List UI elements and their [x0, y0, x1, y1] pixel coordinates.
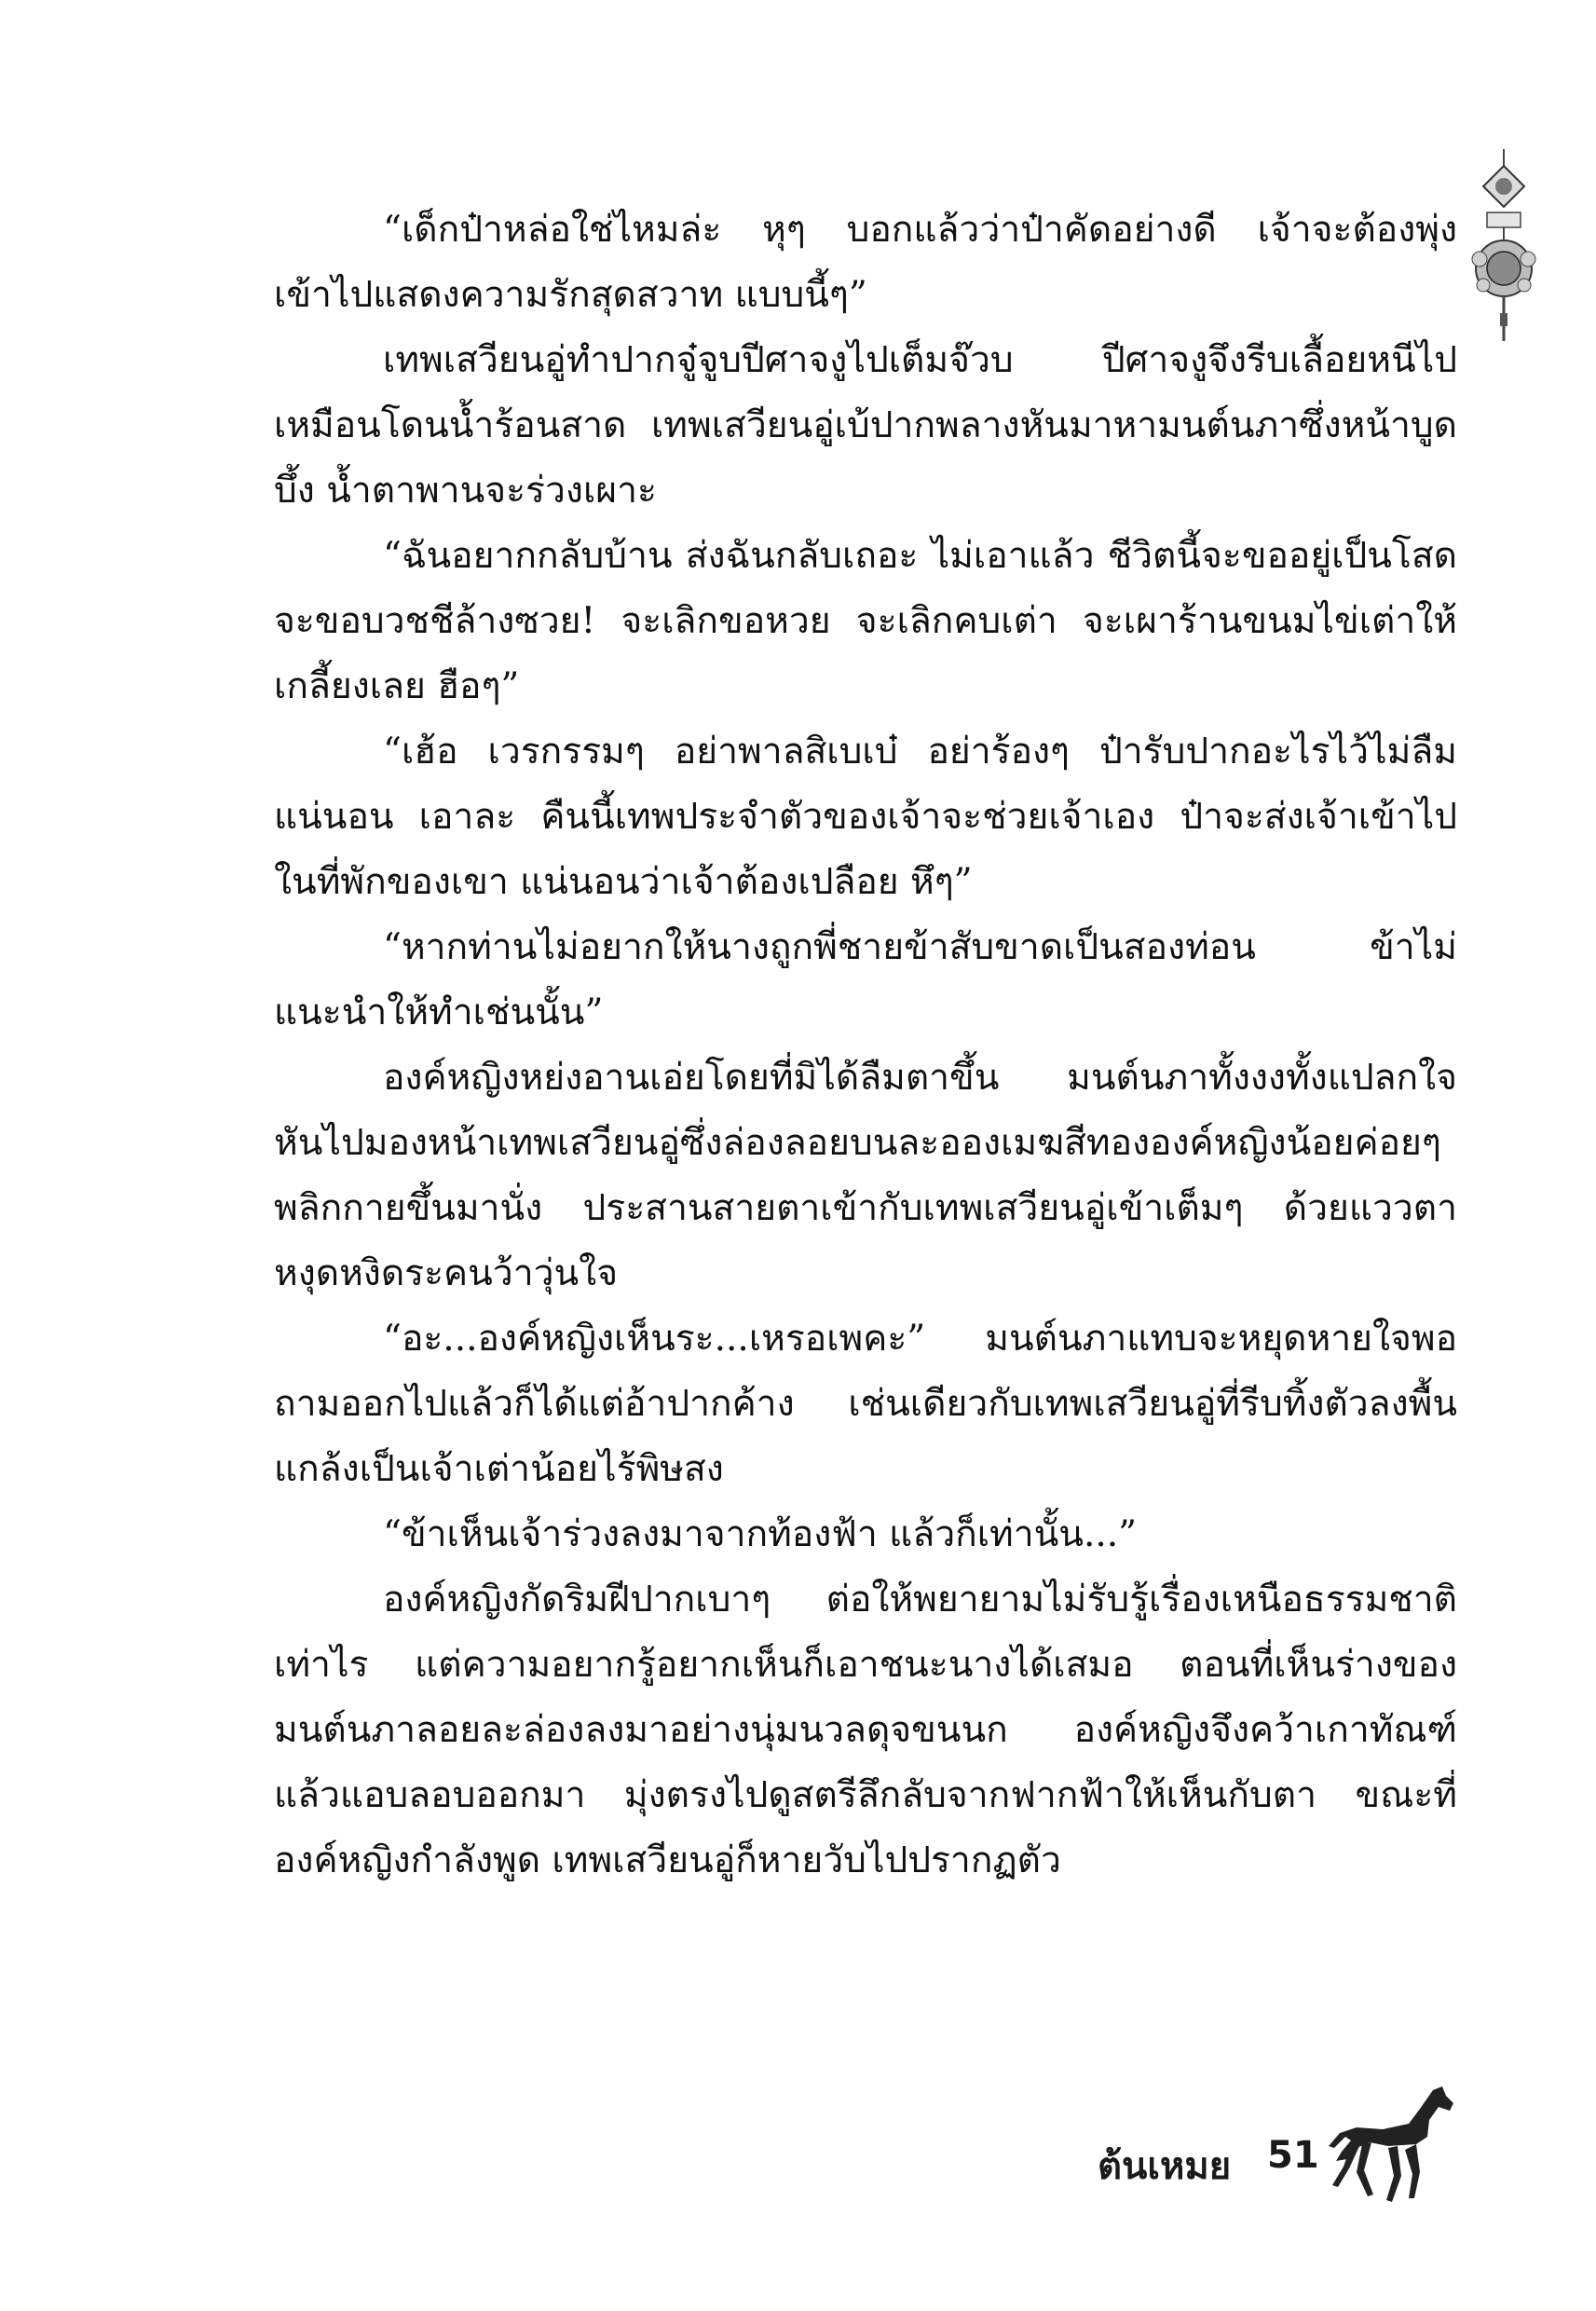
- horse-icon: [1323, 2083, 1463, 2213]
- page-number: 51: [1267, 2134, 1319, 2177]
- paragraph: “เฮ้อ เวรกรรมๆ อย่าพาลสิเบเบ๋ อย่าร้องๆ ป๋ารับปากอะไรไว้ไม่ลืมแน่นอน เอาละ คืนนี้เทพประจำตัวของเจ้าจะช่วยเจ้าเอง ป๋าจะส่งเจ้าเข้าไปในที่พักของเขา แน่นอนว่าเจ้าต้องเปลือย หึๆ”: [274, 731, 1457, 903]
- body-text: [274, 198, 1457, 1894]
- chinese-knot-ornament-icon: [1466, 149, 1541, 345]
- paragraph: องค์หญิงกัดริมฝีปากเบาๆ ต่อให้พยายามไม่รับรู้เรื่องเหนือธรรมชาติเท่าไร แต่ความอยากรู้อยากเห็นก็เอาชนะนางได้เสมอ ตอนที่เห็นร่างของมนต์นภาลอยละล่องลงมาอย่างนุ่มนวลดุจขนนก องค์หญิงจึงคว้าเกาทัณฑ์แล้วแอบลอบออกมา มุ่งตรงไปดูสตรีลึกลับจากฟากฟ้าให้เห็นกับตา ขณะที่องค์หญิงกำลังพูด เทพเสวียนอู่ก็หายวับไปปรากฏตัว: [274, 1579, 1457, 1881]
- book-title: ต้นเหมย: [1098, 2144, 1232, 2188]
- paragraph: “อะ...องค์หญิงเห็นระ...เหรอเพคะ” มนต์นภาแทบจะหยุดหายใจพอถามออกไปแล้วก็ได้แต่อ้าปากค้าง เช่นเดียวกับเทพเสวียนอู่ที่รีบทิ้งตัวลงพื้น แกล้งเป็นเจ้าเต่าน้อยไร้พิษสง: [274, 1318, 1457, 1490]
- paragraph: “ฉันอยากกลับบ้าน ส่งฉันกลับเถอะ ไม่เอาแล้ว ชีวิตนี้จะขออยู่เป็นโสด จะขอบวชชีล้างซวย! จะเลิกขอหวย จะเลิกคบเต่า จะเผาร้านขนมไข่เต่าให้เกลี้ยงเลย ฮือๆ”: [274, 535, 1457, 707]
- paragraph: เทพเสวียนอู่ทำปากจู๋จูบปีศาจงูไปเต็มจ๊วบ ปีศาจงูจึงรีบเลื้อยหนีไปเหมือนโดนน้ำร้อนสาด เทพเสวียนอู่เบ้ปากพลางหันมาหามนต์นภาซึ่งหน้าบูดบึ้ง น้ำตาพานจะร่วงเผาะ: [274, 339, 1457, 512]
- paragraph: องค์หญิงหย่งอานเอ่ยโดยที่มิได้ลืมตาขึ้น มนต์นภาทั้งงงทั้งแปลกใจ หันไปมองหน้าเทพเสวียนอู่ซึ่งล่องลอยบนละอองเมฆสีทององค์หญิงน้อยค่อยๆ พลิกกายขึ้นมานั่ง ประสานสายตาเข้ากับเทพเสวียนอู่เข้าเต็มๆ ด้วยแววตาหงุดหงิดระคนว้าวุ่นใจ: [274, 1057, 1457, 1294]
- paragraph: “หากท่านไม่อยากให้นางถูกพี่ชายข้าสับขาดเป็นสองท่อน ข้าไม่แนะนำให้ทำเช่นนั้น”: [274, 926, 1457, 1033]
- paragraph: “เด็กป๋าหล่อใช่ไหมล่ะ หุๆ บอกแล้วว่าป๋าคัดอย่างดี เจ้าจะต้องพุ่งเข้าไปแสดงความรักสุดสวาท แบบนี้ๆ”: [274, 209, 1457, 316]
- paragraph: “ข้าเห็นเจ้าร่วงลงมาจากท้องฟ้า แล้วก็เท่านั้น...”: [383, 1513, 1138, 1555]
